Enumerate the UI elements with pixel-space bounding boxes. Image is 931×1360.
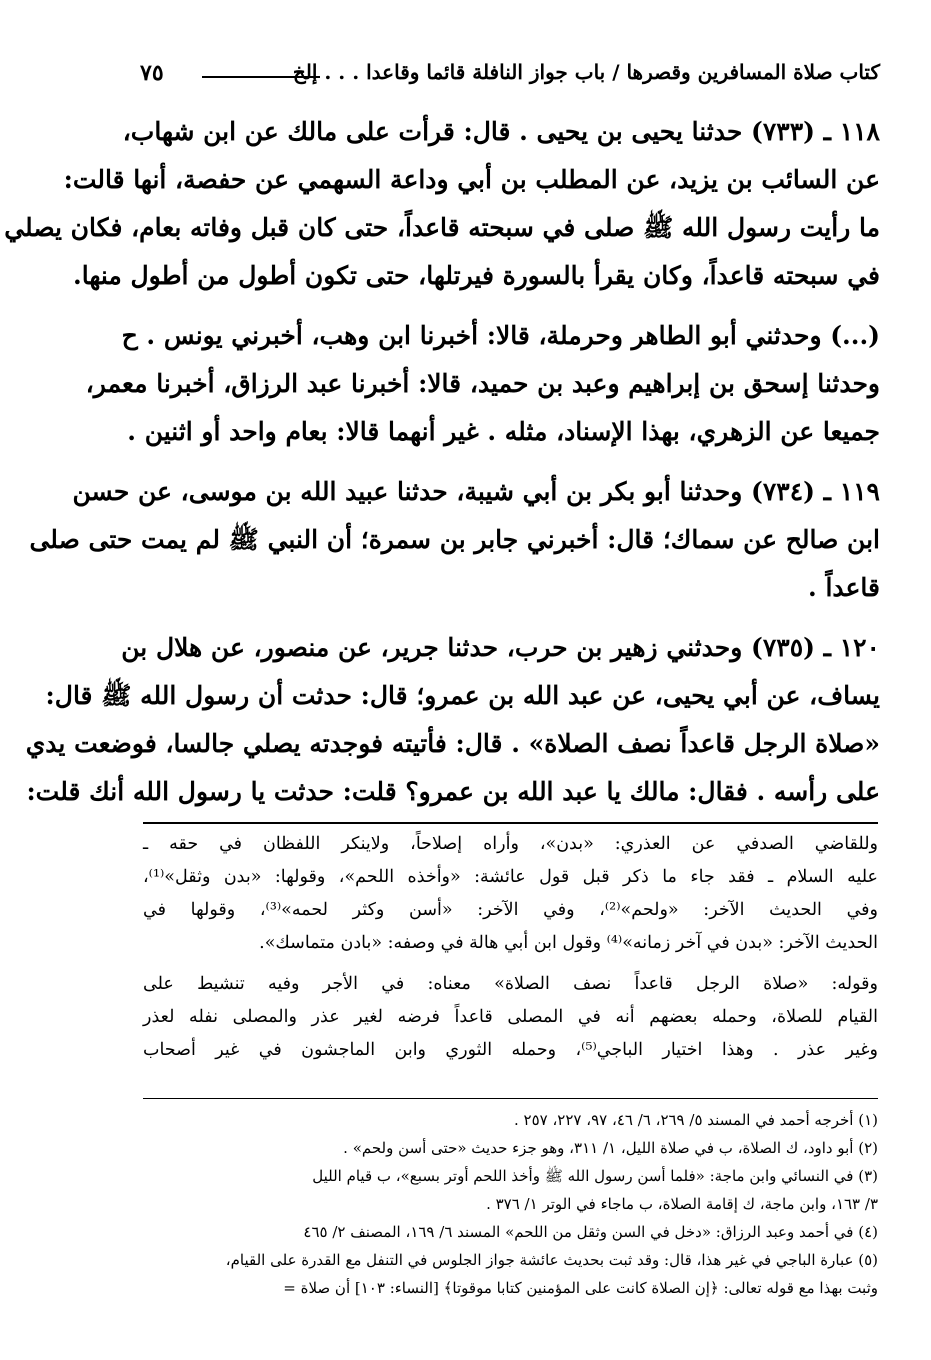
text-line: ١١٩ ـ (٧٣٤) وحدثنا أبو بكر بن أبي شيبة، حدثنا عبيد الله بن موسى، عن حسن <box>72 477 880 506</box>
text-line: ما رأيت رسول الله ﷺ صلى في سبحته قاعداً، حتى كان قبل وفاته بعام، فكان يصلي <box>4 213 880 242</box>
commentary-line: وفي الحديث الآخر: «ولحم»⁽²⁾، وفي الآخر: «أسن وكثر لحمه»⁽³⁾، وقولها في <box>143 900 878 920</box>
text-line: عن السائب بن يزيد، عن المطلب بن أبي وداعة السهمي عن حفصة، أنها قالت: <box>63 165 880 194</box>
text-line: قاعداً . <box>808 573 880 602</box>
footnote-line: (٤) في أحمد وعبد الرزاق: «دخل في السن وثقل من اللحم» المسند ٦/ ١٦٩، المصنف ٢/ ٤٦٥ <box>303 1223 878 1241</box>
commentary-line: وللقاضي الصدفي عن العذري: «بدن»، وأراه إصلاحاً، ولاينكر اللفظان في حقه ـ <box>143 834 878 854</box>
text-line: في سبحته قاعداً، وكان يقرأ بالسورة فيرتلها، حتى تكون أطول من أطول منها. <box>73 261 880 290</box>
main-text <box>4 108 880 816</box>
text-line: «صلاة الرجل قاعداً نصف الصلاة» . قال: فأتيته فوجدته يصلي جالسا، فوضعت يدي <box>25 729 880 758</box>
footnote-line: وثبت بهذا مع قوله تعالى: ﴿إن الصلاة كانت على المؤمنين كتابا موقوتا﴾ [النساء: ١٠٣] أن صلاة = <box>283 1279 878 1297</box>
footnote-line: ٣/ ١٦٣، وابن ماجة، ك إقامة الصلاة، ب ماجاء في الوتر ١/ ٣٧٦ . <box>486 1195 878 1213</box>
commentary-line: وغير عذر . وهذا اختيار الباجي⁽⁵⁾، وحمله الثوري وابن الماجشون في غير أصحاب <box>143 1040 878 1060</box>
text-line: ابن صالح عن سماك؛ قال: أخبرني جابر بن سمرة؛ أن النبي ﷺ لم يمت حتى صلى <box>29 525 880 554</box>
commentary-line: وقوله: «صلاة الرجل قاعداً نصف الصلاة» معناه: في الأجر وفيه تنشيط على <box>143 974 878 994</box>
header-rule <box>202 76 320 78</box>
commentary-line: عليه السلام ـ فقد جاء ما ذكر قبل قول عائشة: «وأخذه اللحم»، وقولها: «بدن وثقل»⁽¹⁾، <box>143 867 878 887</box>
commentary-line: الحديث الآخر: «بدن في آخر زمانه»⁽⁴⁾ وقول ابن أبي هالة في وصفه: «بادن متماسك». <box>259 933 878 953</box>
page-number: ٧٥ <box>140 60 164 86</box>
footnote-line: (٣) في النسائي وابن ماجة: «فلما أسن رسول الله ﷺ وأخذ اللحم أوتر بسبع»، ب قيام الليل <box>312 1167 878 1185</box>
footnotes-section <box>143 1106 878 1302</box>
footnotes-divider <box>143 1098 878 1099</box>
header-title: كتاب صلاة المسافرين وقصرها / باب جواز النافلة قائما وقاعدا . . . إلخ <box>292 60 880 84</box>
text-line: ١٢٠ ـ (٧٣٥) وحدثني زهير بن حرب، حدثنا جرير، عن منصور، عن هلال بن <box>121 633 880 662</box>
footnote-line: (٢) أبو داود، ك الصلاة، ب في صلاة الليل، ١/ ٣١١، وهو جزء حديث «حتى أسن ولحم» . <box>343 1139 878 1157</box>
text-line: وحدثنا إسحق بن إبراهيم وعبد بن حميد، قالا: أخبرنا عبد الرزاق، أخبرنا معمر، <box>85 369 880 398</box>
footnote-line: (٥) عبارة الباجي في غير هذا، قال: وقد ثبت بحديث عائشة جواز الجلوس في التنفل مع القدرة على القيام، <box>225 1251 878 1269</box>
running-header <box>140 60 880 94</box>
footnote-line: (١) أخرجه أحمد في المسند ٥/ ٢٦٩، ٦/ ٤٦، ٩٧، ٢٢٧، ٢٥٧ . <box>513 1111 878 1129</box>
text-line: ١١٨ ـ (٧٣٣) حدثنا يحيى بن يحيى . قال: قرأت على مالك عن ابن شهاب، <box>122 117 880 146</box>
commentary-divider <box>143 822 878 824</box>
commentary-section <box>143 828 878 1067</box>
commentary-line: القيام للصلاة، وحمله بعضهم أنه في المصلى قاعداً فرضه لغير عذر والمصلى نفله لعذر <box>143 1007 878 1027</box>
text-line: (...) وحدثني أبو الطاهر وحرملة، قالا: أخبرنا ابن وهب، أخبرني يونس . ح <box>121 321 880 350</box>
text-line: جميعا عن الزهري، بهذا الإسناد، مثله . غير أنهما قالا: بعام واحد أو اثنين . <box>127 417 880 446</box>
text-line: على رأسه . فقال: مالك يا عبد الله بن عمرو؟ قلت: حدثت يا رسول الله أنك قلت: <box>26 777 880 806</box>
text-line: يساف، عن أبي يحيى، عن عبد الله بن عمرو؛ قال: حدثت أن رسول الله ﷺ قال: <box>45 681 880 710</box>
